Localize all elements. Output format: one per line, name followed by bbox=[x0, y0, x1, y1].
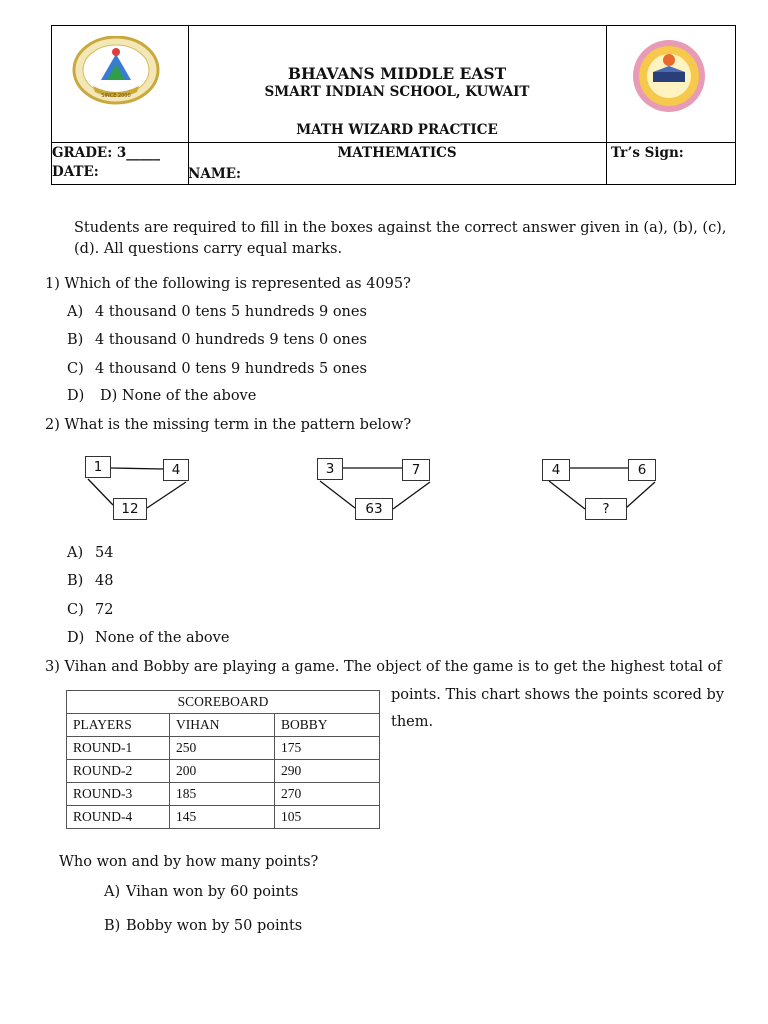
table-row bbox=[67, 806, 380, 829]
q2-option-b-letter: B) bbox=[67, 573, 84, 589]
q3-option-a[interactable]: Vihan won by 60 points bbox=[126, 884, 299, 900]
pattern-3-left: 4 bbox=[542, 459, 570, 481]
q1-option-d[interactable]: D) None of the above bbox=[100, 388, 257, 404]
table-cell: 200 bbox=[170, 760, 275, 783]
q2-option-b[interactable]: 48 bbox=[95, 573, 114, 589]
teacher-sign-label: Tr’s Sign: bbox=[611, 145, 684, 161]
question-2: 2) What is the missing term in the pattern below? bbox=[45, 417, 412, 433]
q1-option-b[interactable]: 4 thousand 0 hundreds 9 tens 0 ones bbox=[95, 332, 367, 348]
table-cell: 185 bbox=[170, 783, 275, 806]
question-3-line-2: points. This chart shows the points scored by bbox=[391, 687, 725, 703]
pattern-1-right: 4 bbox=[163, 459, 189, 481]
header-vihan: VIHAN bbox=[170, 714, 275, 737]
q2-option-a-letter: A) bbox=[67, 545, 84, 561]
q1-option-a-letter: A) bbox=[67, 304, 84, 320]
q2-option-c-letter: C) bbox=[67, 602, 84, 618]
q1-option-c[interactable]: 4 thousand 0 tens 9 hundreds 5 ones bbox=[95, 361, 367, 377]
q1-option-d-letter: D) bbox=[67, 388, 85, 404]
table-cell: ROUND-4 bbox=[67, 806, 170, 829]
table-cell: 290 bbox=[275, 760, 380, 783]
table-header-row bbox=[67, 714, 380, 737]
name-label: NAME: bbox=[188, 166, 242, 182]
scoreboard-caption: SCOREBOARD bbox=[67, 691, 380, 714]
question-3-line-3: them. bbox=[391, 714, 434, 730]
table-row bbox=[67, 760, 380, 783]
q1-option-a[interactable]: 4 thousand 0 tens 5 hundreds 9 ones bbox=[95, 304, 367, 320]
q2-option-c[interactable]: 72 bbox=[95, 602, 114, 618]
subject-label: MATHEMATICS bbox=[337, 145, 457, 161]
question-1: 1) Which of the following is represented as 4095? bbox=[45, 276, 411, 292]
header-bobby: BOBBY bbox=[275, 714, 380, 737]
q1-option-c-letter: C) bbox=[67, 361, 84, 377]
q2-option-d-letter: D) bbox=[67, 630, 85, 646]
q3-option-b[interactable]: Bobby won by 50 points bbox=[126, 918, 303, 934]
pattern-3-right: 6 bbox=[628, 459, 656, 481]
q2-option-d[interactable]: None of the above bbox=[95, 630, 230, 646]
table-cell: 105 bbox=[275, 806, 380, 829]
q2-option-a[interactable]: 54 bbox=[95, 545, 114, 561]
instructions-line-2: (d). All questions carry equal marks. bbox=[74, 241, 343, 257]
table-cell: 145 bbox=[170, 806, 275, 829]
pattern-3-result: ? bbox=[585, 498, 627, 520]
question-3-sub: Who won and by how many points? bbox=[59, 854, 319, 870]
pattern-2-left: 3 bbox=[317, 458, 343, 480]
pattern-1-result: 12 bbox=[113, 498, 147, 520]
table-cell: 175 bbox=[275, 737, 380, 760]
practice-title: MATH WIZARD PRACTICE bbox=[296, 122, 498, 138]
question-3-line-1: 3) Vihan and Bobby are playing a game. The object of the game is to get the highest total of bbox=[45, 659, 722, 675]
q3-option-a-letter: A) bbox=[104, 884, 121, 900]
pattern-2-right: 7 bbox=[402, 459, 430, 481]
instructions-line-1: Students are required to fill in the boxes against the correct answer given in (a), (b), (c), bbox=[74, 220, 727, 236]
q3-option-b-letter: B) bbox=[104, 918, 121, 934]
table-cell: ROUND-2 bbox=[67, 760, 170, 783]
table-cell: ROUND-3 bbox=[67, 783, 170, 806]
scoreboard-table bbox=[66, 690, 380, 829]
school-subtitle: SMART INDIAN SCHOOL, KUWAIT bbox=[264, 84, 530, 100]
table-cell: 250 bbox=[170, 737, 275, 760]
school-name: BHAVANS MIDDLE EAST bbox=[287, 64, 507, 83]
pattern-1-left: 1 bbox=[85, 456, 111, 478]
table-row bbox=[67, 783, 380, 806]
table-cell: 270 bbox=[275, 783, 380, 806]
table-row bbox=[67, 737, 380, 760]
pattern-2-result: 63 bbox=[355, 498, 393, 520]
q1-option-b-letter: B) bbox=[67, 332, 84, 348]
grade-label: GRADE: 3_____ bbox=[52, 145, 161, 161]
date-label: DATE: bbox=[52, 164, 99, 180]
left-logo-text: SINCE 2000 bbox=[101, 93, 131, 99]
table-cell: ROUND-1 bbox=[67, 737, 170, 760]
header-players: PLAYERS bbox=[67, 714, 170, 737]
